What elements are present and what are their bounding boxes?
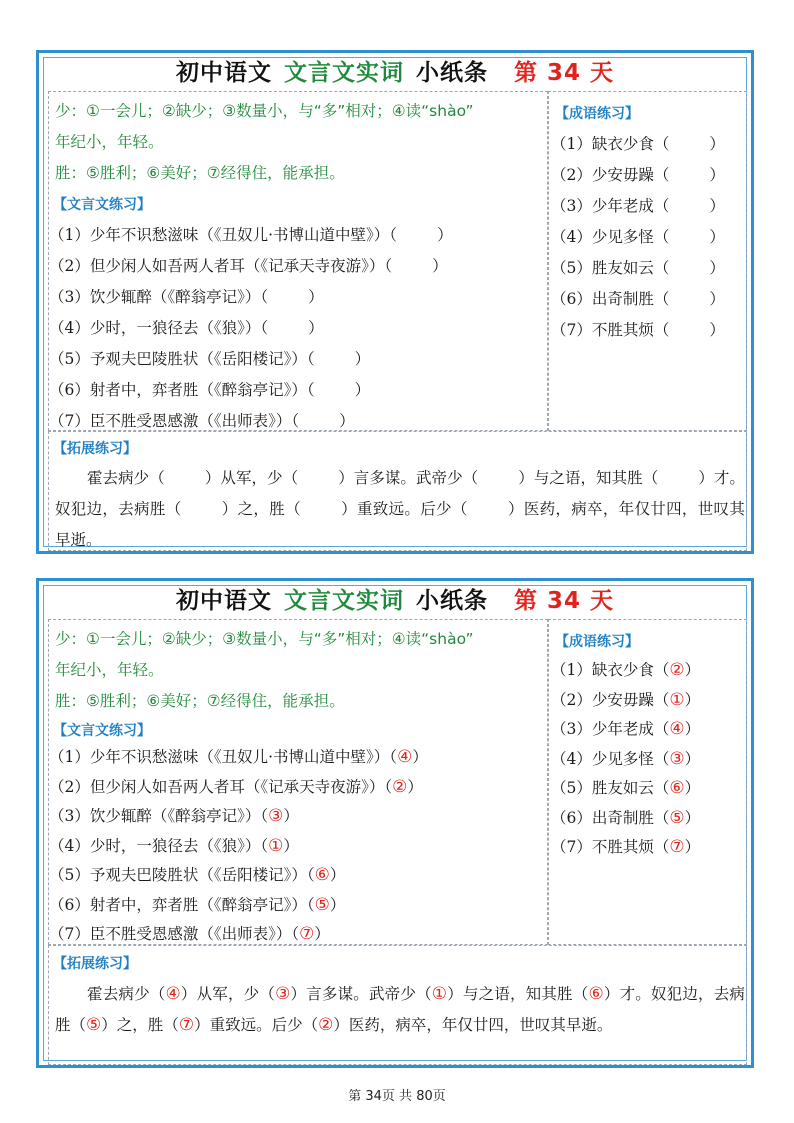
answer-mark: ② xyxy=(392,776,408,797)
item-text: （4）少见多怪 xyxy=(551,228,654,246)
chengyu-item: （4）少见多怪（③） xyxy=(551,748,701,769)
item-text: （1）少年不识愁滋味（《丑奴儿·书博山道中壁》） xyxy=(49,748,390,766)
answer-mark: ④ xyxy=(669,719,685,739)
wenyan-item: （5）予观夫巴陵胜状（《岳阳楼记》）（ ） xyxy=(49,350,371,368)
chengyu-item: （7）不胜其烦（ ） xyxy=(551,321,725,339)
wenyan-item: （6）射者中，弈者胜（《醉翁亭记》）（ ） xyxy=(49,381,371,399)
title-part-day: 第 34 天 xyxy=(513,588,615,614)
chengyu-item: （3）少年老成（ ） xyxy=(551,197,725,215)
wenyan-item: （2）但少闲人如吾两人者耳（《记承天寺夜游》）（ ） xyxy=(49,257,448,275)
item-text: （2）少安毋躁 xyxy=(551,690,654,709)
answer-mark: ⑦ xyxy=(669,837,685,857)
answer-mark: ① xyxy=(431,984,448,1004)
title-part-type: 小纸条 xyxy=(415,60,488,86)
item-text: （7）臣不胜受恩感激（《出师表》） xyxy=(49,925,292,943)
answer-mark: ⑦ xyxy=(299,924,315,944)
chengyu-item: （3）少年老成（④） xyxy=(551,719,701,739)
wenyan-item: （3）饮少辄醉（《醉翁亭记》）（③） xyxy=(49,806,299,826)
chengyu-item: （7）不胜其烦（⑦） xyxy=(551,837,701,857)
answer-mark: ① xyxy=(669,689,685,710)
answer-mark: ④ xyxy=(165,984,181,1004)
chengyu-item: （1）缺衣少食（ ） xyxy=(551,135,725,153)
wenyan-item: （5）予观夫巴陵胜状（《岳阳楼记》）（⑥） xyxy=(49,865,346,885)
definition-line: 胜：⑤胜利；⑥美好；⑦经得住，能承担。 xyxy=(55,164,345,182)
item-text: （6）射者中，弈者胜（《醉翁亭记》） xyxy=(49,895,307,914)
title-part-day: 第 34 天 xyxy=(513,60,615,86)
chengyu-item: （6）出奇制胜（ ） xyxy=(551,290,725,308)
item-text: （2）但少闲人如吾两人者耳（《记承天寺夜游》） xyxy=(49,257,385,275)
item-text: （4）少时，一狼径去（《狼》） xyxy=(49,836,261,855)
answer-mark: ⑥ xyxy=(314,865,330,885)
chengyu-item: （2）少安毋躁（①） xyxy=(551,689,701,710)
title-part-subject: 初中语文 xyxy=(175,588,272,614)
card-title xyxy=(39,581,751,621)
chengyu-item: （4）少见多怪（ ） xyxy=(551,228,725,246)
wenyan-item: （4）少时，一狼径去（《狼》）（①） xyxy=(49,835,299,856)
tuozhan-paragraph: 霍去病少（④）从军，少（③）言多谋。武帝少（①）与之语，知其胜（⑥）才。奴犯边，去病胜（⑤）之，胜（⑦）重致远。后少（②）医药，病卒，年仅廿四，世叹其早逝。 xyxy=(55,984,745,1035)
item-text: （5）予观夫巴陵胜状（《岳阳楼记》） xyxy=(49,350,307,368)
answer-mark: ② xyxy=(318,1015,334,1035)
wenyan-item: （3）饮少辄醉（《醉翁亭记》）（ ） xyxy=(49,288,324,306)
item-text: （4）少时，一狼径去（《狼》） xyxy=(49,319,261,337)
chengyu-item: （5）胜友如云（⑥） xyxy=(551,778,701,798)
item-text: （3）少年老成 xyxy=(551,720,654,738)
item-text: （1）少年不识愁滋味（《丑奴儿·书博山道中壁》） xyxy=(49,226,390,244)
definition-line: 年纪小，年轻。 xyxy=(55,661,164,679)
chengyu-item: （1）缺衣少食（②） xyxy=(551,660,701,680)
item-text: （6）出奇制胜 xyxy=(551,808,654,827)
item-text: （3）少年老成 xyxy=(551,197,654,215)
section-label-tuozhan: 【拓展练习】 xyxy=(53,441,137,457)
item-text: （6）射者中，弈者胜（《醉翁亭记》） xyxy=(49,381,307,399)
chengyu-item: （5）胜友如云（ ） xyxy=(551,259,725,277)
title-part-subject: 初中语文 xyxy=(175,60,272,86)
answer-mark: ③ xyxy=(268,806,284,826)
section-label-chengyu: 【成语练习】 xyxy=(555,634,639,650)
card-title xyxy=(39,53,751,93)
answer-mark: ⑤ xyxy=(314,894,330,915)
wenyan-item: （6）射者中，弈者胜（《醉翁亭记》）（⑤） xyxy=(49,894,346,915)
item-text: （5）胜友如云 xyxy=(551,259,654,277)
item-text: （4）少见多怪 xyxy=(551,749,654,768)
page-number: 第 34页 共 80页 xyxy=(348,1089,446,1104)
title-part-topic: 文言文实词 xyxy=(283,588,404,614)
item-text: （2）少安毋躁 xyxy=(551,166,654,184)
item-text: （5）胜友如云 xyxy=(551,779,654,797)
item-text: （7）臣不胜受恩感激（《出师表》） xyxy=(49,412,292,430)
chengyu-item: （2）少安毋躁（ ） xyxy=(551,166,725,184)
definition-line: 少：①一会儿；②缺少；③数量小，与“多”相对；④读“shào” xyxy=(55,102,474,120)
wenyan-item: （1）少年不识愁滋味（《丑奴儿·书博山道中壁》）（④） xyxy=(49,747,428,767)
definition-line: 胜：⑤胜利；⑥美好；⑦经得住，能承担。 xyxy=(55,692,345,710)
wenyan-item: （2）但少闲人如吾两人者耳（《记承天寺夜游》）（②） xyxy=(49,776,423,797)
wenyan-item: （7）臣不胜受恩感激（《出师表》）（⑦） xyxy=(49,924,330,944)
answer-mark: ⑤ xyxy=(86,1015,102,1035)
item-text: （7）不胜其烦 xyxy=(551,321,654,339)
exercise-card xyxy=(36,50,754,554)
item-text: （3）饮少辄醉（《醉翁亭记》） xyxy=(49,288,261,306)
title-part-type: 小纸条 xyxy=(415,588,488,614)
answer-mark: ③ xyxy=(275,984,291,1004)
wenyan-item: （1）少年不识愁滋味（《丑奴儿·书博山道中壁》）（ ） xyxy=(49,226,453,244)
answer-mark: ⑥ xyxy=(588,984,604,1004)
item-text: （1）缺衣少食 xyxy=(551,135,654,153)
answer-mark: ③ xyxy=(669,748,685,769)
answer-mark: ① xyxy=(268,835,284,856)
title-part-topic: 文言文实词 xyxy=(283,60,404,86)
answer-mark: ② xyxy=(669,660,685,680)
tuozhan-paragraph: 霍去病少（ ）从军，少（ ）言多谋。武帝少（ ）与之语，知其胜（ ）才。奴犯边，去病胜（ ）之，胜（ ）重致远。后少（ ）医药，病卒，年仅廿四，世叹其早逝。 xyxy=(55,469,745,549)
item-text: （7）不胜其烦 xyxy=(551,838,654,856)
item-text: （6）出奇制胜 xyxy=(551,290,654,308)
definition-line: 少：①一会儿；②缺少；③数量小，与“多”相对；④读“shào” xyxy=(55,630,474,648)
wenyan-item: （4）少时，一狼径去（《狼》）（ ） xyxy=(49,319,324,337)
item-text: （1）缺衣少食 xyxy=(551,661,654,679)
item-text: （2）但少闲人如吾两人者耳（《记承天寺夜游》） xyxy=(49,777,385,796)
chengyu-item: （6）出奇制胜（⑤） xyxy=(551,807,701,828)
item-text: （3）饮少辄醉（《醉翁亭记》） xyxy=(49,807,261,825)
section-label-wenyan: 【文言文练习】 xyxy=(53,197,151,213)
section-label-chengyu: 【成语练习】 xyxy=(555,106,639,122)
answer-mark: ⑤ xyxy=(669,807,685,828)
answer-mark: ⑥ xyxy=(669,778,685,798)
answer-mark: ④ xyxy=(397,747,413,767)
answer-card xyxy=(36,578,754,1068)
definition-line: 年纪小，年轻。 xyxy=(55,133,164,151)
answer-mark: ⑦ xyxy=(178,1015,195,1035)
item-text: （5）予观夫巴陵胜状（《岳阳楼记》） xyxy=(49,866,307,884)
section-label-tuozhan: 【拓展练习】 xyxy=(53,956,137,972)
wenyan-item: （7）臣不胜受恩感激（《出师表》）（ ） xyxy=(49,412,355,430)
section-label-wenyan: 【文言文练习】 xyxy=(53,723,151,739)
